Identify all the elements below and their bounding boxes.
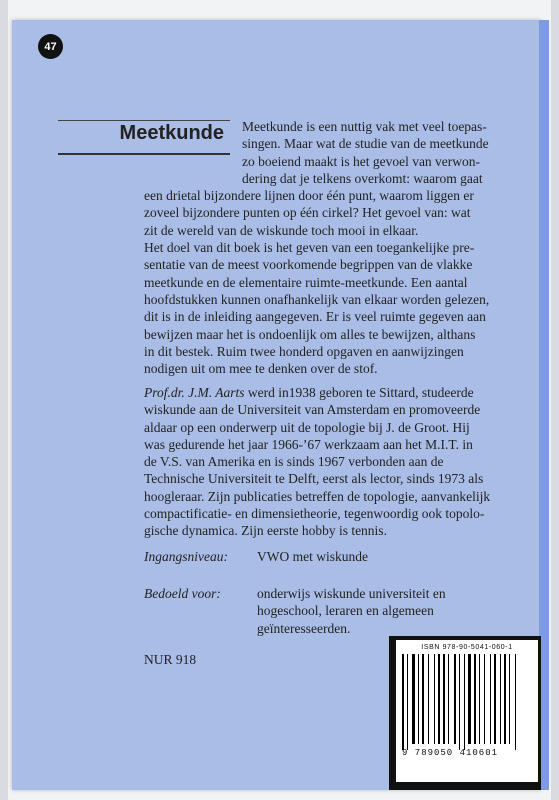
- intro-line: zit de wereld van de wiskunde toch mooi in elkaar.: [144, 222, 419, 238]
- level-row: [144, 548, 527, 565]
- bio-line: was gedurende het jaar 1966-’67 werkzaam aan het M.I.T. in: [144, 436, 473, 452]
- bio-line: wiskunde aan de Universiteit van Amsterdam en promoveerde: [144, 402, 481, 418]
- barcode-bar: [416, 654, 417, 744]
- intro-paragraph: [144, 118, 534, 377]
- barcode-bar: [457, 654, 458, 744]
- barcode-bar: [504, 654, 506, 744]
- barcode-bar: [464, 654, 465, 750]
- barcode-bar: [438, 654, 440, 744]
- audience-line: geïnteresseerden.: [257, 620, 351, 636]
- intro-line: singen. Maar wat de studie van de meetkunde: [242, 136, 489, 152]
- barcode-bar: [486, 654, 489, 744]
- intro-line: Meetkunde is een nuttig vak met veel toepas-: [242, 119, 487, 134]
- barcode-bar: [492, 654, 493, 744]
- level-label: Ingangsniveau:: [144, 549, 228, 564]
- barcode-bar: [479, 654, 480, 744]
- barcode-bar: [500, 654, 501, 744]
- barcode-bar: [405, 654, 406, 744]
- bio-line: hoogleraar. Zijn publicaties betreffen de topologie, aanvankelijk: [144, 488, 491, 504]
- barcode-bar: [418, 654, 419, 744]
- bio-line: de V.S. van Amerika en is sinds 1967 verbonden aan de: [144, 454, 444, 470]
- page-number-badge: 47: [38, 34, 63, 59]
- barcode-bars: [402, 654, 532, 750]
- barcode-bar: [412, 654, 415, 744]
- barcode-bar: [477, 654, 478, 744]
- intro-line: Het doel van dit boek is het geven van een toegankelijke pre-: [144, 240, 475, 256]
- intro-line: zo boeiend maakt is het gevoel van verwon-: [242, 153, 481, 169]
- barcode: [396, 640, 538, 782]
- barcode-bar: [409, 654, 411, 744]
- audience-value: [257, 585, 527, 637]
- barcode-bar: [430, 654, 433, 744]
- barcode-number: 9 789050 410601: [402, 748, 499, 758]
- intro-line: dering dat je telkens overkomt: waarom gaat: [242, 170, 483, 186]
- isbn-text: ISBN 978-90-5041-060-1: [421, 644, 513, 651]
- barcode-bar: [459, 654, 460, 750]
- barcode-bar: [472, 654, 473, 744]
- bio-line: Technische Universiteit te Delft, eerst als lector, sinds 1973 als: [144, 471, 484, 487]
- barcode-bar: [497, 654, 499, 744]
- barcode-bar: [481, 654, 483, 744]
- barcode-bar: [474, 654, 476, 744]
- author-bio: [144, 384, 534, 540]
- intro-line: bewijzen maar het is ondoenlijk om alles te bewijzen, althans: [144, 326, 476, 342]
- audience-row: [144, 585, 527, 637]
- barcode-bar: [428, 654, 429, 744]
- barcode-bar: [434, 654, 435, 744]
- barcode-bar: [509, 654, 510, 744]
- bio-line: werd in1938 geboren te Sittard, studeerde: [244, 385, 474, 400]
- bio-line: gische dynamica. Zijn eerste hobby is tennis.: [144, 523, 387, 539]
- intro-line: sentatie van de meest voorkomende begrippen van de vlakke: [144, 257, 473, 273]
- barcode-bar: [407, 654, 408, 750]
- barcode-bar: [517, 654, 519, 744]
- barcode-bar: [450, 654, 453, 744]
- barcode-bar: [443, 654, 445, 744]
- nur-code: NUR 918: [144, 652, 197, 667]
- barcode-bar: [402, 654, 404, 750]
- barcode-bar: [466, 654, 467, 744]
- intro-line: zoveel bijzondere punten op één cirkel? Het gevoel van: wat: [144, 205, 471, 221]
- barcode-bar: [511, 654, 514, 744]
- barcode-bar: [490, 654, 491, 744]
- barcode-bar: [515, 654, 516, 750]
- intro-line: hoofdstukken kunnen onafhankelijk van elkaar worden gelezen,: [144, 291, 490, 307]
- barcode-bar: [425, 654, 427, 744]
- audience-line: onderwijs wiskunde universiteit en: [257, 586, 446, 601]
- intro-line: een drietal bijzondere lijnen door één punt, waarom liggen er: [144, 188, 474, 204]
- audience-label: Bedoeld voor:: [144, 586, 221, 601]
- barcode-bar: [507, 654, 508, 744]
- intro-line: dit is in de inleiding aangegeven. Er is veel ruimte gegeven aan: [144, 309, 486, 325]
- barcode-bar: [448, 654, 449, 744]
- barcode-bar: [436, 654, 437, 744]
- level-value: VWO met wiskunde: [257, 549, 368, 564]
- barcode-bar: [461, 654, 463, 744]
- intro-line: nodigen uit om mee te denken over de stof.: [144, 361, 378, 377]
- bio-line: compactificatie- en dimensietheorie, tegenwoordig ook topolo-: [144, 506, 485, 522]
- barcode-bar: [446, 654, 447, 744]
- bio-line: aldaar op een onderwerp uit de topologie bij J. de Groot. Hij: [144, 419, 470, 435]
- barcode-bar: [502, 654, 503, 744]
- barcode-bar: [422, 654, 424, 744]
- barcode-bar: [484, 654, 485, 744]
- book-title: Meetkunde: [119, 122, 224, 144]
- intro-line: meetkunde en de elementaire ruimte-meetkunde. Een aantal: [144, 274, 468, 290]
- barcode-bar: [420, 654, 421, 744]
- barcode-bar: [454, 654, 456, 744]
- barcode-bar: [441, 654, 442, 744]
- audience-line: hogeschool, leraren en algemeen: [257, 603, 434, 619]
- author-name: Prof.dr. J.M. Aarts: [144, 385, 245, 400]
- barcode-bar: [494, 654, 496, 744]
- intro-line: in dit bestek. Ruim twee honderd opgaven en aanwijzingen: [144, 343, 464, 359]
- barcode-bar: [468, 654, 471, 744]
